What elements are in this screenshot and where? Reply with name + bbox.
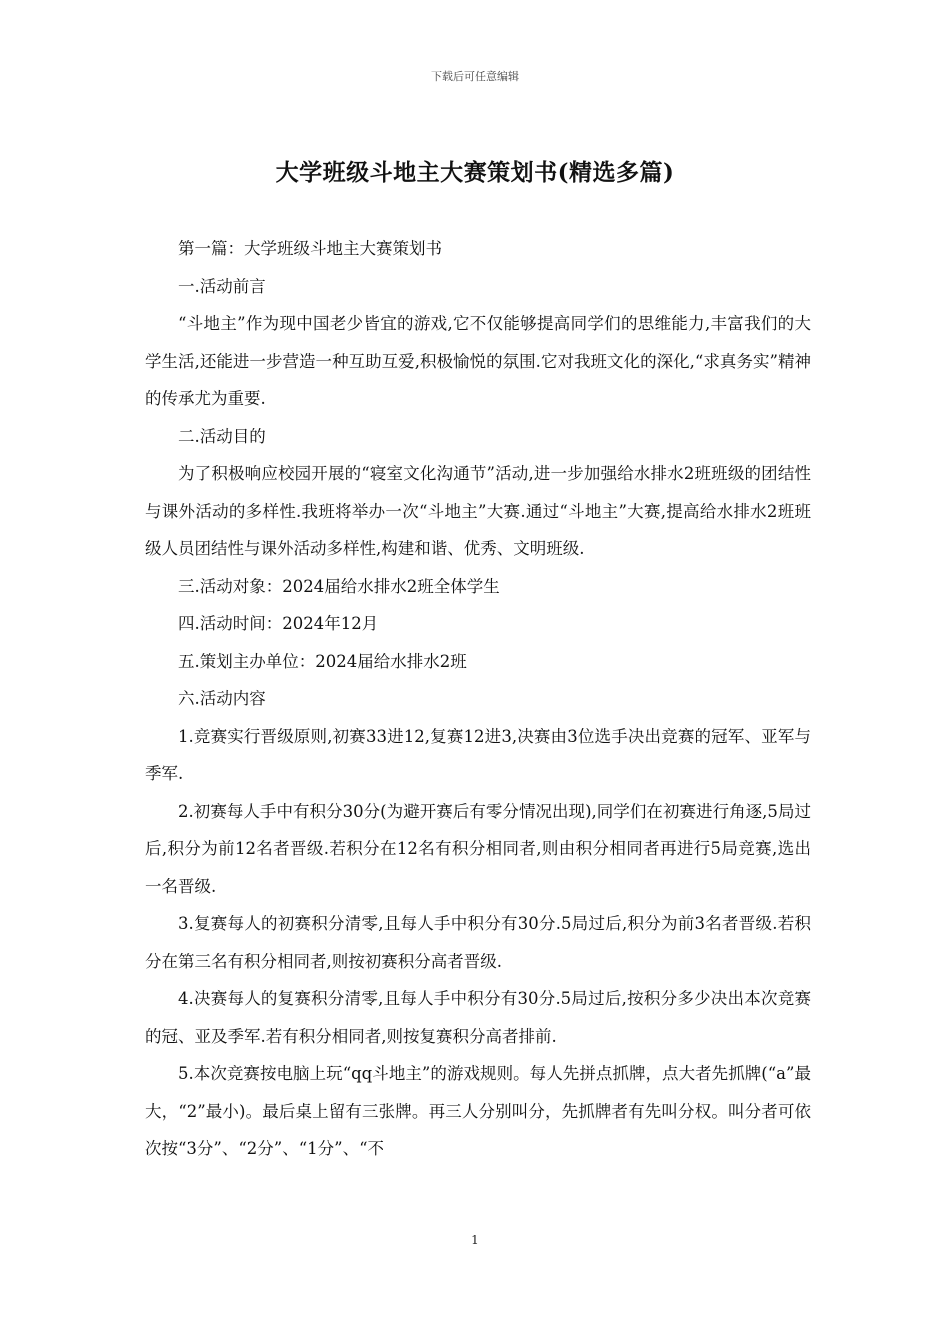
paragraph-purpose: 为了积极响应校园开展的“寝室文化沟通节”活动,进一步加强给水排水2班班级的团结性与课外活动的多样性.我班将举办一次“斗地主”大赛.通过“斗地主”大赛,提高给水排水2班班级人员团结性与课外活动多样性,构建和谐、优秀、文明班级. [145,464,811,558]
line-time: 四.活动时间：2024年12月 [178,614,379,633]
page-header: 下载后可任意编辑 [431,70,519,83]
paragraph-rule-2: 2.初赛每人手中有积分30分(为避开赛后有零分情况出现),同学们在初赛进行角逐,5局过后,积分为前12名者晋级.若积分在12名有积分相同者,则由积分相同者再进行5局竞赛,选出一名晋级. [145,801,811,896]
document-title: 大学班级斗地主大赛策划书(精选多篇) [275,159,675,186]
paragraph-rule-4: 4.决赛每人的复赛积分清零,且每人手中积分有30分.5局过后,按积分多少决出本次竞赛的冠、亚及季军.若有积分相同者,则按复赛积分高者排前. [145,989,811,1046]
document-body [145,230,811,1168]
line-organizer: 五.策划主办单位：2024届给水排水2班 [178,651,467,671]
section-heading-content: 六.活动内容 [178,689,266,708]
section-heading-purpose: 二.活动目的 [178,426,266,446]
paragraph-rule-1: 1.竞赛实行晋级原则,初赛33进12,复赛12进3,决赛由3位选手决出竞赛的冠军、亚军与季军. [145,726,811,783]
paragraph-rule-5: 5.本次竞赛按电脑上玩“qq斗地主”的游戏规则。每人先拼点抓牌，点大者先抓牌(“a”最大，“2”最小)。最后桌上留有三张牌。再三人分别叫分，先抓牌者有先叫分权。叫分者可依次按“3分”、“2分”、“1分”、“不 [145,1064,811,1158]
page-number: 1 [471,1233,479,1247]
paragraph-preface: “斗地主”作为现中国老少皆宜的游戏,它不仅能够提高同学们的思维能力,丰富我们的大学生活,还能进一步营造一种互助互爱,积极愉悦的氛围.它对我班文化的深化,“求真务实”精神的传承尤为重要. [145,314,811,408]
paragraph-rule-3: 3.复赛每人的初赛积分清零,且每人手中积分有30分.5局过后,积分为前3名者晋级.若积分在第三名有积分相同者,则按初赛积分高者晋级. [145,914,811,971]
line-target: 三.活动对象：2024届给水排水2班全体学生 [178,576,500,596]
section-heading-preface: 一.活动前言 [178,276,266,296]
section-heading-part-one: 第一篇：大学班级斗地主大赛策划书 [178,239,442,258]
